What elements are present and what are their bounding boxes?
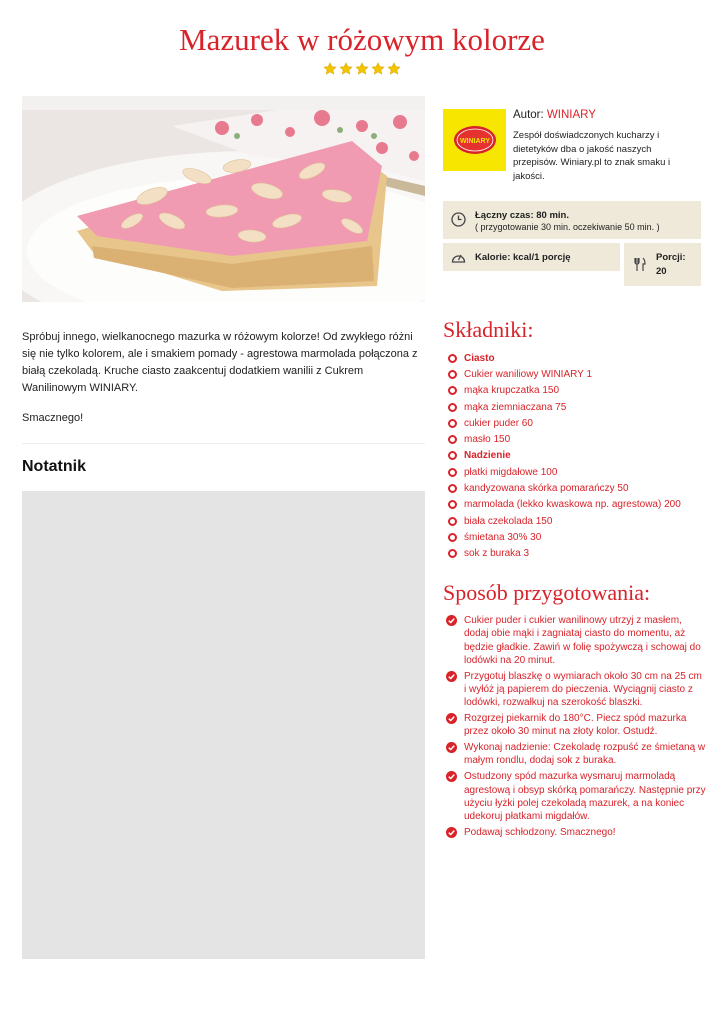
ingredient-text: śmietana 30% 30	[464, 531, 542, 543]
portions-value: 20	[656, 266, 667, 277]
ingredient-item	[448, 383, 681, 399]
check-icon	[446, 713, 457, 724]
bullet-icon	[448, 419, 457, 428]
author-label-text: Autor:	[513, 109, 547, 121]
time-detail: ( przygotowanie 30 min. oczekiwanie 50 min. )	[475, 222, 660, 232]
bullet-icon	[448, 549, 457, 558]
scale-icon	[451, 250, 466, 264]
ingredient-text: masło 150	[464, 434, 511, 446]
bullet-icon	[448, 533, 457, 542]
bullet-icon	[448, 517, 457, 526]
preparation-step	[446, 614, 706, 667]
bullet-icon	[448, 403, 457, 412]
ingredient-text: mąka ziemniaczana 75	[464, 401, 567, 413]
bullet-icon	[448, 468, 457, 477]
ingredient-group-header	[448, 350, 681, 366]
check-icon	[446, 671, 457, 682]
check-icon	[446, 771, 457, 782]
ingredient-text: Ciasto	[464, 352, 495, 364]
bullet-icon	[448, 451, 457, 460]
ingredient-group-header	[448, 448, 681, 464]
star-icon	[339, 62, 353, 76]
preparation-step	[446, 741, 706, 768]
author-description: Zespół doświadczonych kucharzy i dietetyków dba o jakość naszych przepisów. Winiary.pl to znak smaku i jakości.	[513, 130, 671, 182]
recipe-title: Mazurek w różowym kolorze	[179, 22, 545, 57]
ingredient-text: sok z buraka 3	[464, 548, 530, 560]
preparation-step	[446, 712, 706, 739]
step-text: Podawaj schłodzony. Smacznego!	[464, 826, 616, 838]
ingredient-item	[448, 529, 681, 545]
ingredient-text: Nadzienie	[464, 450, 511, 462]
step-text: Rozgrzej piekarnik do 180°C. Piecz spód mazurka przez około 30 minut na złoty kolor. Ostudź.	[464, 713, 687, 738]
preparation-step	[446, 770, 706, 823]
notes-title: Notatnik	[22, 458, 86, 475]
portions-box	[624, 243, 701, 286]
recipe-photo	[22, 96, 425, 302]
preparation-title: Sposób przygotowania:	[443, 580, 651, 605]
total-time-box	[443, 201, 701, 239]
preparation-step	[446, 670, 706, 710]
portions-label: Porcji:	[656, 252, 686, 263]
ingredient-item	[448, 546, 681, 562]
calories: Kalorie: kcal/1 porcję	[475, 252, 571, 263]
bullet-icon	[448, 500, 457, 509]
recipe-closing: Smacznego!	[22, 412, 84, 424]
ingredients-list	[448, 350, 681, 562]
ingredient-item	[448, 480, 681, 496]
check-icon	[446, 742, 457, 753]
author-name[interactable]: WINIARY	[546, 109, 596, 121]
preparation-steps	[446, 614, 706, 842]
ingredient-text: marmolada (lekko kwaskowa np. agrestowa) 200	[464, 499, 681, 511]
bullet-icon	[448, 435, 457, 444]
recipe-description: Spróbuj innego, wielkanocnego mazurka w różowym kolorze! Od zwykłego różni się nie tylko kolorem, ale i smakiem pomady - agrestowa marmolada połączona z białą czekoladą. Kruche ciasto zaakcentuj dodatkiem wanilii z Cukrem Wanilinowym WINIARY.	[22, 331, 418, 394]
step-text: Ostudzony spód mazurka wysmaruj marmoladą agrestową i obsyp skórką pomarańczy. Następnie przy użyciu łyżki polej czekoladą mazurek, a na koniec udekoruj płatkami migdałów.	[464, 771, 706, 823]
ingredient-item	[448, 497, 681, 513]
total-time: Łączny czas: 80 min.	[475, 210, 569, 221]
star-icon	[387, 62, 401, 76]
step-text: Przygotuj blaszkę o wymiarach około 30 cm na 25 cm i wyłóż ją papierem do pieczenia. Wyciągnij ciasto z lodówki, rozwałkuj na szerokość blaszki.	[464, 670, 702, 709]
notes-area[interactable]	[22, 491, 425, 959]
preparation-step	[446, 826, 706, 839]
calories-box	[443, 243, 620, 271]
cutlery-icon	[634, 257, 646, 272]
check-icon	[446, 615, 457, 626]
ingredient-item	[448, 415, 681, 431]
logo-text: WINIARY	[459, 138, 490, 145]
step-text: Wykonaj nadzienie: Czekoladę rozpuść ze śmietaną w małym rondlu, dodaj sok z buraka.	[464, 742, 706, 767]
bullet-icon	[448, 370, 457, 379]
star-icon	[355, 62, 369, 76]
divider	[22, 443, 425, 444]
author-logo	[443, 109, 506, 171]
clock-icon	[451, 212, 466, 227]
ingredient-item	[448, 513, 681, 529]
star-icon	[323, 62, 337, 76]
ingredient-item	[448, 464, 681, 480]
rating-stars	[0, 62, 724, 81]
ingredient-text: kandyzowana skórka pomarańczy 50	[464, 483, 629, 495]
ingredient-text: biała czekolada 150	[464, 515, 553, 527]
ingredient-item	[448, 399, 681, 415]
check-icon	[446, 827, 457, 838]
author-label	[513, 109, 596, 121]
bullet-icon	[448, 484, 457, 493]
ingredients-title: Składniki:	[443, 317, 534, 342]
star-icon	[371, 62, 385, 76]
ingredient-item	[448, 431, 681, 447]
ingredient-text: Cukier waniliowy WINIARY 1	[464, 368, 593, 380]
bullet-icon	[448, 354, 457, 363]
ingredient-text: płatki migdałowe 100	[464, 466, 558, 478]
ingredient-text: cukier puder 60	[464, 417, 533, 429]
ingredient-item	[448, 366, 681, 382]
step-text: Cukier puder i cukier wanilinowy utrzyj z masłem, dodaj obie mąki i zagniataj ciasto do momentu, aż będzie gładkie. Zawiń w folię spożywczą i schowaj do lodówki na 20 minut.	[464, 615, 701, 666]
bullet-icon	[448, 386, 457, 395]
ingredient-text: mąka krupczatka 150	[464, 385, 560, 397]
